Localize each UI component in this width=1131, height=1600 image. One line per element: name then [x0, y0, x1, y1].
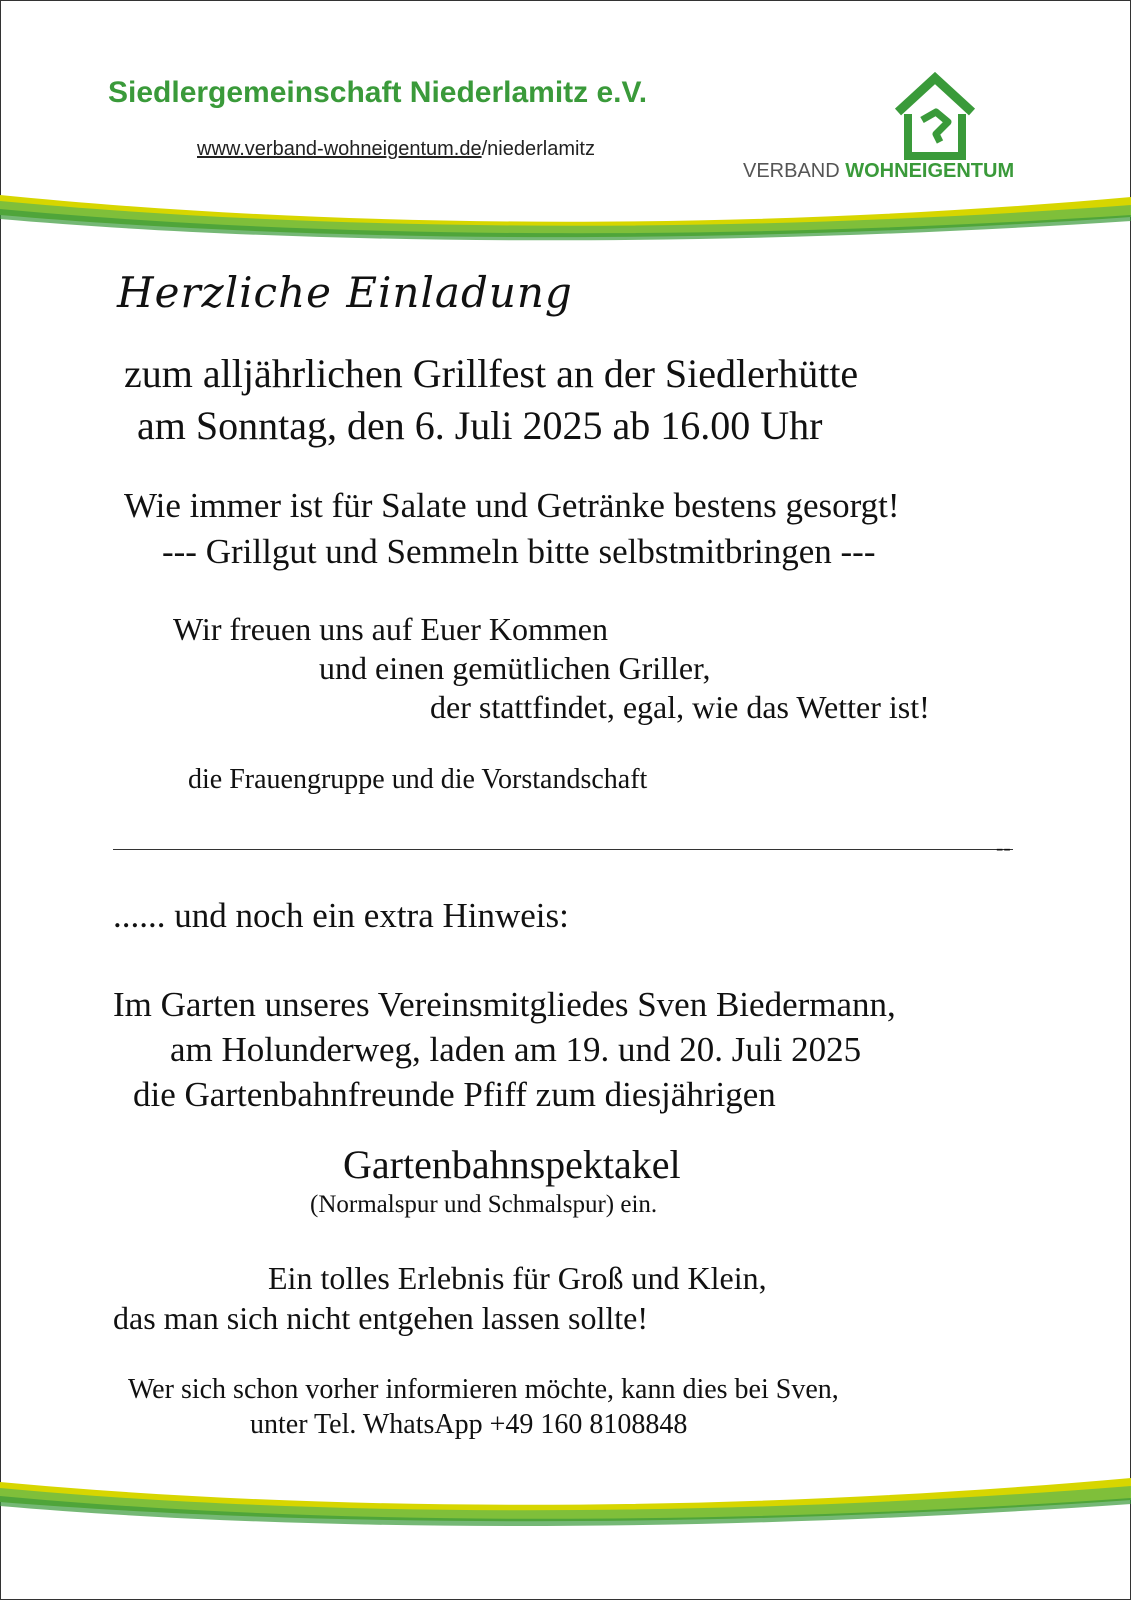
website-link[interactable]: www.verband-wohneigentum.de: [197, 138, 482, 160]
event-subtitle: (Normalspur und Schmalspur) ein.: [310, 1191, 658, 1218]
invitation-date: am Sonntag, den 6. Juli 2025 ab 16.00 Uhr: [137, 403, 823, 448]
greeting-line-2: und einen gemütlichen Griller,: [319, 650, 711, 686]
house-icon: [892, 72, 978, 162]
invitation-line-1: zum alljährlichen Grillfest an der Siedlerhütte: [124, 351, 859, 396]
contact-line-1: Wer sich schon vorher informieren möchte, kann dies bei Sven,: [128, 1374, 839, 1405]
website-path: /niederlamitz: [481, 138, 595, 160]
brand-logo-text: [743, 160, 1014, 183]
website-url[interactable]: [197, 138, 595, 161]
contact-phone: unter Tel. WhatsApp +49 160 8108848: [250, 1409, 688, 1440]
info-line-1: Wie immer ist für Salate und Getränke bestens gesorgt!: [124, 486, 900, 525]
greeting-line-3: der stattfindet, egal, wie das Wetter ist!: [430, 689, 930, 725]
info-line-2: --- Grillgut und Semmeln bitte selbstmitbringen ---: [162, 532, 876, 571]
section-divider: [113, 849, 1013, 850]
brand-logo-bold: WOHNEIGENTUM: [845, 160, 1015, 182]
notice-line-3: die Gartenbahnfreunde Pfiff zum diesjährigen: [133, 1075, 776, 1114]
tagline-1: Ein tolles Erlebnis für Groß und Klein,: [268, 1260, 767, 1296]
brand-logo-light: VERBAND: [743, 160, 846, 182]
notice-line-2: am Holunderweg, laden am 19. und 20. Juli 2025: [170, 1030, 862, 1069]
bottom-swoosh-decoration: [0, 1470, 1131, 1540]
event-title: Gartenbahnspektakel: [343, 1142, 681, 1187]
organization-title: Siedlergemeinschaft Niederlamitz e.V.: [108, 76, 648, 109]
notice-line-1: Im Garten unseres Vereinsmitgliedes Sven Biedermann,: [113, 985, 896, 1024]
divider-tail: --: [996, 835, 1011, 860]
tagline-2: das man sich nicht entgehen lassen sollte!: [113, 1300, 648, 1336]
signature: die Frauengruppe und die Vorstandschaft: [188, 764, 648, 795]
invitation-heading: Herzliche Einladung: [117, 268, 573, 317]
top-swoosh-decoration: [0, 185, 1131, 255]
greeting-line-1: Wir freuen uns auf Euer Kommen: [173, 611, 608, 647]
notice-intro: ...... und noch ein extra Hinweis:: [113, 896, 569, 935]
